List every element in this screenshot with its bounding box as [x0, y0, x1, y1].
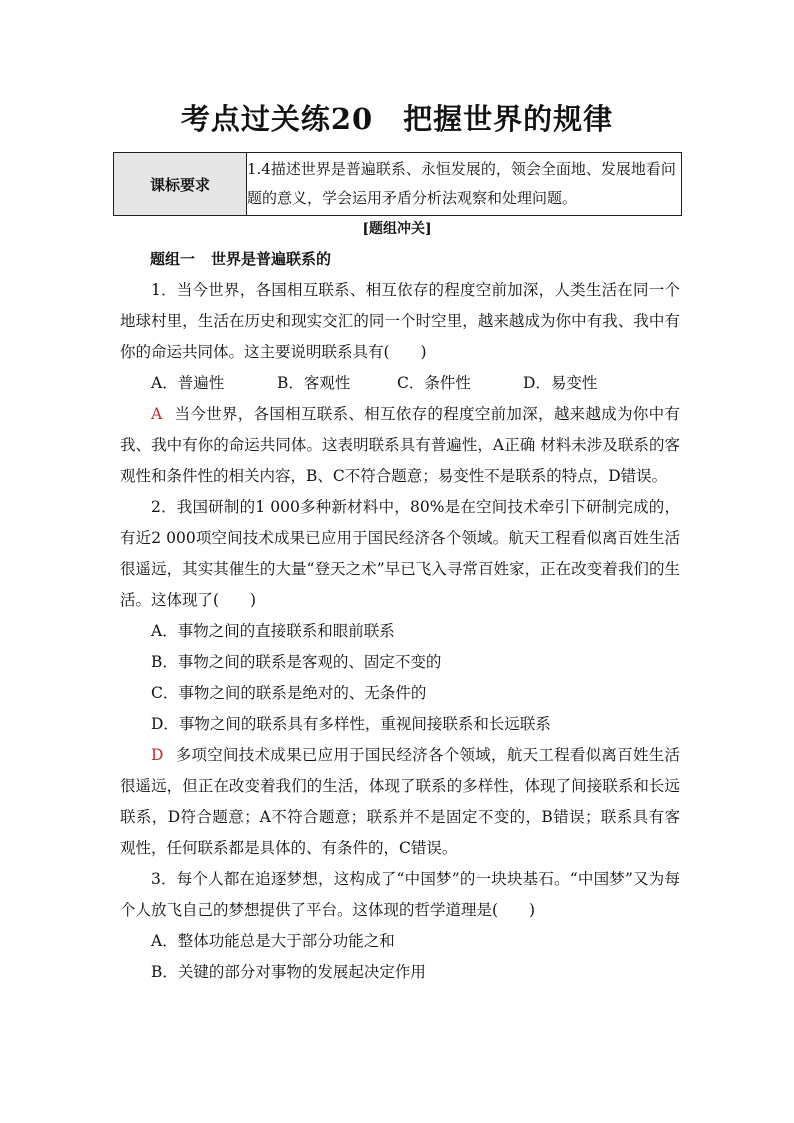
question-content — [120, 275, 680, 988]
q2-option-b: B．事物之间的联系是客观的、固定不变的 — [151, 653, 442, 671]
q1-option-a: A．普遍性 — [151, 374, 225, 392]
group-label: 题组一 — [150, 250, 196, 268]
q1-option-d: D．易变性 — [523, 374, 598, 392]
question-1-options — [120, 368, 680, 399]
q2-option-a: A．事物之间的直接联系和眼前联系 — [151, 622, 395, 640]
question-1-explanation — [120, 399, 680, 492]
group-heading — [150, 248, 331, 269]
q2-option-c: C．事物之间的联系是绝对的、无条件的 — [151, 684, 427, 702]
requirement-label: 课标要求 — [114, 153, 247, 216]
question-2-explanation — [120, 740, 680, 864]
title-sub: 把握世界的规律 — [403, 102, 614, 136]
q3-option-b: B．关键的部分对事物的发展起决定作用 — [151, 963, 426, 981]
q1-explanation-text: 当今世界，各国相互联系、相互依存的程度空前加深，越来越成为你中有我、我中有你的命运共同体。这表明联系具有普遍性，A正确 材料未涉及联系的客观性和条件性的相关内容，B、C不符合题意；易变性不是联系的特点，D错误。 — [120, 405, 680, 485]
title-main: 考点过关练20 — [180, 102, 374, 136]
question-1-stem: 1．当今世界，各国相互联系、相互依存的程度空前加深，人类生活在同一个地球村里，生活在历史和现实交汇的同一个时空里，越来越成为你中有我、我中有你的命运共同体。这主要说明联系具有( ) — [120, 281, 680, 361]
q1-option-c: C．条件性 — [397, 374, 471, 392]
question-3-stem: 3．每个人都在追逐梦想，这构成了“中国梦”的一块块基石。“中国梦”又为每个人放飞自己的梦想提供了平台。这体现的哲学道理是( ) — [120, 870, 680, 919]
question-2-stem: 2．我国研制的1 000多种新材料中，80%是在空间技术牵引下研制完成的，有近2 000项空间技术成果已应用于国民经济各个领域。航天工程看似离百姓生活很遥远，其实其催生的大量“登天之术”早已飞入寻常百姓家，正在改变着我们的生活。这体现了( ) — [120, 498, 680, 609]
curriculum-requirement-table — [113, 152, 682, 216]
q1-answer: A — [151, 405, 163, 423]
q2-answer: D — [151, 746, 164, 764]
q2-explanation-text: 多项空间技术成果已应用于国民经济各个领域，航天工程看似离百姓生活很遥远，但正在改变着我们的生活，体现了联系的多样性，体现了间接联系和长远联系，D符合题意；A不符合题意；联系并不是固定不变的，B错误；联系具有客观性，任何联系都是具体的、有条件的，C错误。 — [120, 746, 680, 857]
q3-option-a: A．整体功能总是大于部分功能之和 — [151, 932, 395, 950]
q2-option-d: D．事物之间的联系具有多样性，重视间接联系和长远联系 — [151, 715, 551, 733]
requirement-text: 1.4描述世界是普遍联系、永恒发展的，领会全面地、发展地看问题的意义，学会运用矛盾分析法观察和处理问题。 — [247, 153, 682, 216]
group-title-text: 世界是普遍联系的 — [211, 250, 332, 268]
page-title — [0, 97, 794, 138]
q1-option-b: B．客观性 — [277, 374, 351, 392]
section-tag: [题组冲关] — [362, 221, 432, 237]
